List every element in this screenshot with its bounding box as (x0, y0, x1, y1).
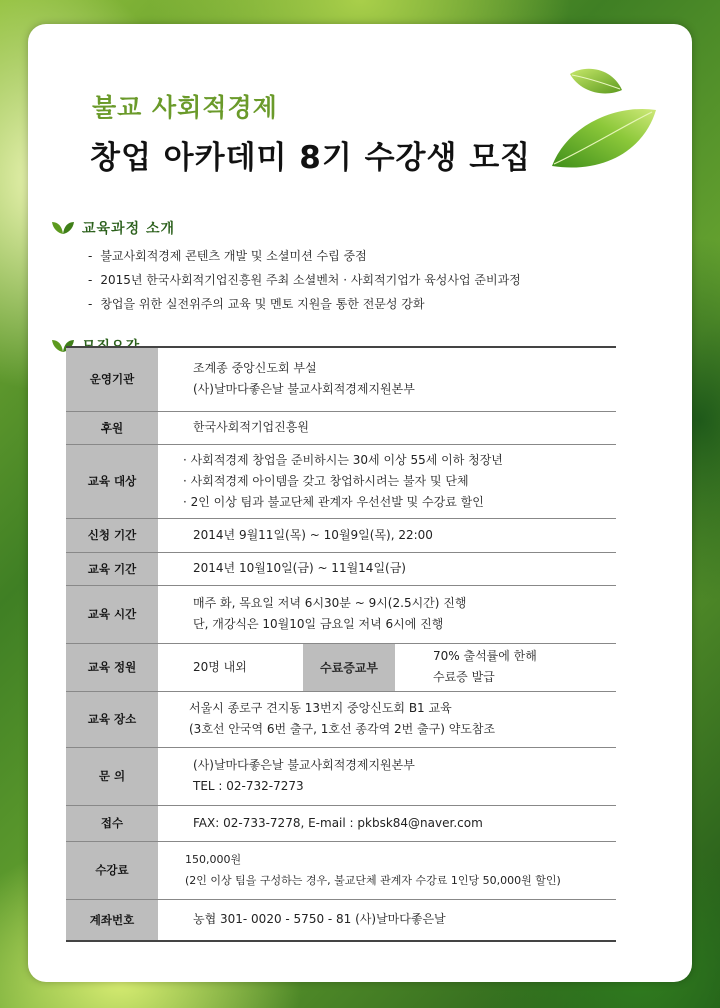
row-value: FAX: 02-733-7278, E-mail : pkbsk84@naver.com (159, 805, 617, 841)
row-label: 접수 (66, 805, 159, 841)
table-row (66, 347, 616, 411)
row-value: 조계종 중앙신도회 부설 (사)날마다좋은날 불교사회적경제지원본부 (159, 347, 617, 411)
row-label: 교육 시간 (66, 585, 159, 643)
course-intro-heading (52, 216, 175, 240)
row-value: 150,000원 (2인 이상 팀을 구성하는 경우, 불교단체 관계자 수강료 1인당 50,000원 할인) (159, 841, 617, 899)
row-label: 교육 정원 (66, 643, 159, 691)
row-label: 운영기관 (66, 347, 159, 411)
row-label: 교육 기간 (66, 552, 159, 585)
table-row (66, 518, 616, 552)
table-row (66, 585, 616, 643)
row-label: 신청 기간 (66, 518, 159, 552)
course-intro-list (88, 244, 521, 316)
table-row (66, 691, 616, 747)
row-value: (사)날마다좋은날 불교사회적경제지원본부 TEL : 02-732-7273 (159, 747, 617, 805)
row-label: 교육 대상 (66, 444, 159, 518)
recruit-table (66, 346, 616, 942)
table-row (66, 899, 616, 941)
row-value: 2014년 10월10일(금) ~ 11월14일(금) (159, 552, 617, 585)
table-row (66, 444, 616, 518)
table-row (66, 841, 616, 899)
row-label: 계좌번호 (66, 899, 159, 941)
page-subtitle: 불교 사회적경제 (92, 93, 278, 122)
table-row (66, 747, 616, 805)
sprout-leaf-icon (52, 221, 74, 235)
list-item: - 창업을 위한 실전위주의 교육 및 멘토 지원을 통한 전문성 강화 (88, 297, 425, 311)
small-leaf-icon (568, 66, 624, 100)
row-label: 교육 장소 (66, 691, 159, 747)
table-row (66, 643, 616, 691)
row-value: · 사회적경제 창업을 준비하시는 30세 이상 55세 이하 청장년 · 사회적경제 아이템을 갖고 창업하시려는 불자 및 단체 · 2인 이상 팀과 불교단체 관계자 우선선발 및 수강료 할인 (159, 444, 617, 518)
list-item: - 불교사회적경제 콘텐츠 개발 및 소셜미션 수립 중점 (88, 249, 367, 263)
list-item: - 2015년 한국사회적기업진흥원 주최 소셜벤처 · 사회적기업가 육성사업 준비과정 (88, 273, 521, 287)
large-leaf-icon (548, 104, 658, 174)
table-row (66, 805, 616, 841)
row-value: 매주 화, 목요일 저녁 6시30분 ~ 9시(2.5시간) 진행 단, 개강식은 10월10일 금요일 저녁 6시에 진행 (159, 585, 617, 643)
row-value: 서울시 종로구 견지동 13번지 중앙신도회 B1 교육 (3호선 안국역 6번 출구, 1호선 종각역 2번 출구) 약도참조 (159, 691, 617, 747)
row-value: 한국사회적기업진흥원 (159, 411, 617, 444)
sub-value: 70% 출석률에 한해 수료증 발급 (395, 643, 616, 691)
table-row (66, 411, 616, 444)
row-label: 후원 (66, 411, 159, 444)
row-value: 농협 301- 0020 - 5750 - 81 (사)날마다좋은날 (159, 899, 617, 941)
row-value: 20명 내외 (159, 643, 304, 691)
sub-label: 수료증교부 (303, 643, 395, 691)
row-label: 문 의 (66, 747, 159, 805)
table-row (66, 552, 616, 585)
page-title: 창업 아카데미 8기 수강생 모집 (90, 140, 532, 176)
row-value: 2014년 9월11일(목) ~ 10월9일(목), 22:00 (159, 518, 617, 552)
row-label: 수강료 (66, 841, 159, 899)
course-intro-title: 교육과정 소개 (82, 221, 176, 237)
